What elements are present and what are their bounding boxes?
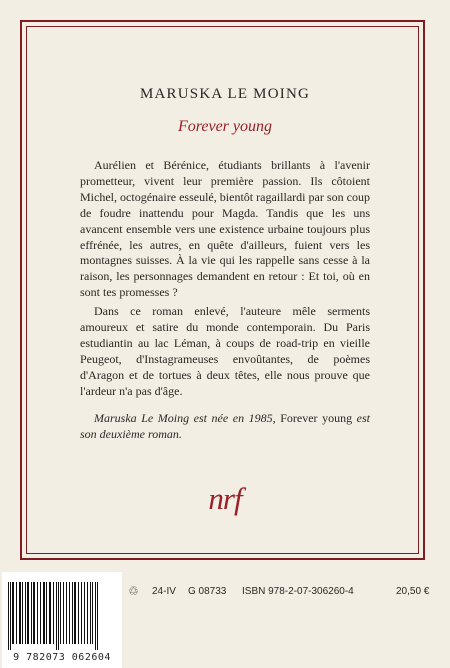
ean-barcode xyxy=(6,582,118,650)
barcode-bar xyxy=(10,582,11,650)
book-title: Forever young xyxy=(177,118,273,135)
barcode-bar xyxy=(95,582,96,650)
bio-part-italic: Maruska Le Moing est née en 1985, xyxy=(94,410,281,425)
nrf-publisher-logo: nrf xyxy=(208,481,242,516)
barcode-bar xyxy=(72,582,73,644)
author-name: MARUSKA LE MOING xyxy=(139,86,311,102)
barcode-bar xyxy=(40,582,41,644)
barcode-bar xyxy=(31,582,32,644)
barcode-bar xyxy=(58,582,59,650)
barcode-bar xyxy=(43,582,45,644)
barcode-bar xyxy=(12,582,14,644)
bio-book-title: Forever young xyxy=(280,410,353,425)
price: 20,50 € xyxy=(396,586,430,597)
barcode-bar xyxy=(78,582,79,644)
barcode-digits: 9 782073 062604 xyxy=(13,652,111,663)
barcode-bar xyxy=(16,582,17,644)
publication-info-row xyxy=(128,586,428,602)
reference-number: G 08733 xyxy=(188,586,227,597)
barcode-bar xyxy=(74,582,76,644)
barcode-bar xyxy=(19,582,21,644)
barcode-bar xyxy=(87,582,88,644)
barcode-bar xyxy=(53,582,54,644)
barcode-bar xyxy=(84,582,85,644)
author-bio xyxy=(80,411,370,443)
bio-part-italic: est son deuxième roman. xyxy=(80,410,370,441)
blurb-paragraph: Aurélien et Bérénice, étudiants brillants à l'avenir prometteur, vivent leur première passion. Ils côtoient Michel, octogénaire esseulé, bientôt ragaillardi par son coup de foudre inattendu pour Magda. Tandis que les uns avancent ensemble vers une existence urbaine toujours plus effrénée, les autres, en quête d'ailleurs, fuient vers les montagnes suisses. À la vie qui les rappelle sans cesse à la raison, les personnages demandent en retour : Et toi, où en sont tes promesses ? xyxy=(80,158,370,300)
barcode-bar xyxy=(92,582,93,644)
isbn-number: ISBN 978-2-07-306260-4 xyxy=(242,586,354,597)
barcode-bar xyxy=(46,582,47,644)
barcode-bar xyxy=(97,582,98,650)
barcode-bar xyxy=(69,582,70,644)
barcode-bar xyxy=(56,582,57,650)
barcode-bar xyxy=(81,582,82,644)
barcode-bar xyxy=(63,582,64,644)
barcode-bar xyxy=(90,582,91,644)
print-code: 24-IV xyxy=(152,586,176,597)
barcode-bar xyxy=(33,582,35,644)
barcode-bar xyxy=(49,582,51,644)
recycle-icon: ♲ xyxy=(128,584,139,598)
barcode-bar xyxy=(22,582,23,644)
barcode-bar xyxy=(66,582,67,644)
barcode-bar xyxy=(37,582,38,644)
back-cover-blurb xyxy=(80,158,370,442)
blurb-paragraph: Dans ce roman enlevé, l'auteure mêle serments amoureux et satire du monde contemporain. Du Paris estudiantin au lac Léman, à coups de road-trip en vieille Peugeot, d'Instagrameuses envoûtantes, de poèmes d'Aragon et de tortues à deux têtes, elle nous prouve que l'ardeur n'a pas d'âge. xyxy=(80,304,370,398)
barcode-bar xyxy=(8,582,9,650)
barcode-bar xyxy=(27,582,29,644)
barcode-bar xyxy=(60,582,61,644)
barcode-bar xyxy=(25,582,26,644)
barcode-area xyxy=(2,572,122,668)
